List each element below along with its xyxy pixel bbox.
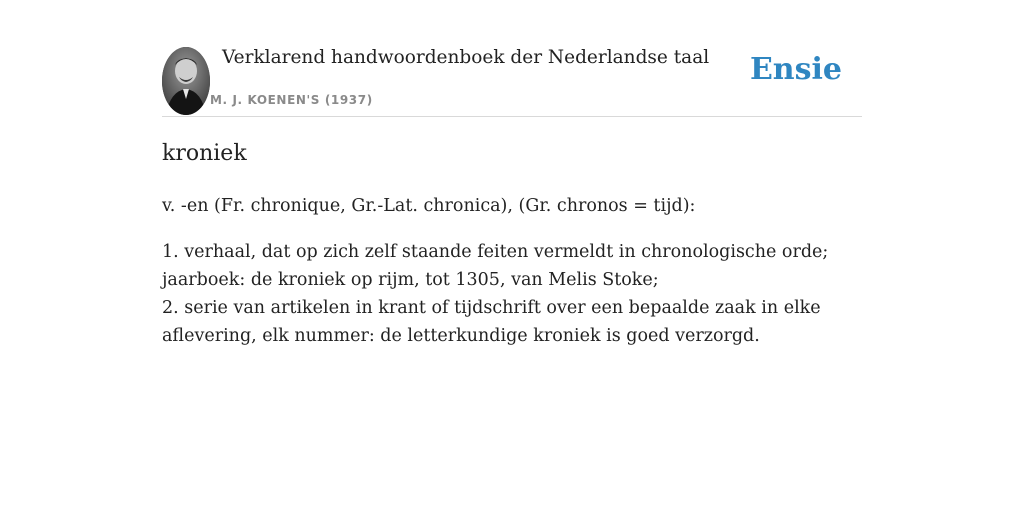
entry-sense: 2. serie van artikelen in krant of tijdschrift over een bepaalde zaak in elke aflevering, elk nummer: de letterkundige kroniek is goed verzorgd. — [162, 298, 821, 346]
dictionary-author: M. J. KOENEN'S (1937) — [210, 93, 373, 107]
dictionary-title: Verklarend handwoordenboek der Nederlandse taal — [222, 47, 710, 68]
dictionary-header — [162, 46, 862, 117]
entry-sense: 1. verhaal, dat op zich zelf staande feiten vermeldt in chronologische orde; jaarboek: de kroniek op rijm, tot 1305, van Melis Stoke; — [162, 242, 829, 290]
portrait-photo-icon — [162, 47, 210, 115]
entry-content — [162, 138, 862, 350]
entry-grammar: v. -en (Fr. chronique, Gr.-Lat. chronica), (Gr. chronos = tijd): — [162, 196, 696, 216]
ensie-logo-link[interactable]: Ensie — [749, 52, 842, 87]
entry-senses — [162, 238, 862, 350]
entry-headword: kroniek — [162, 141, 247, 166]
